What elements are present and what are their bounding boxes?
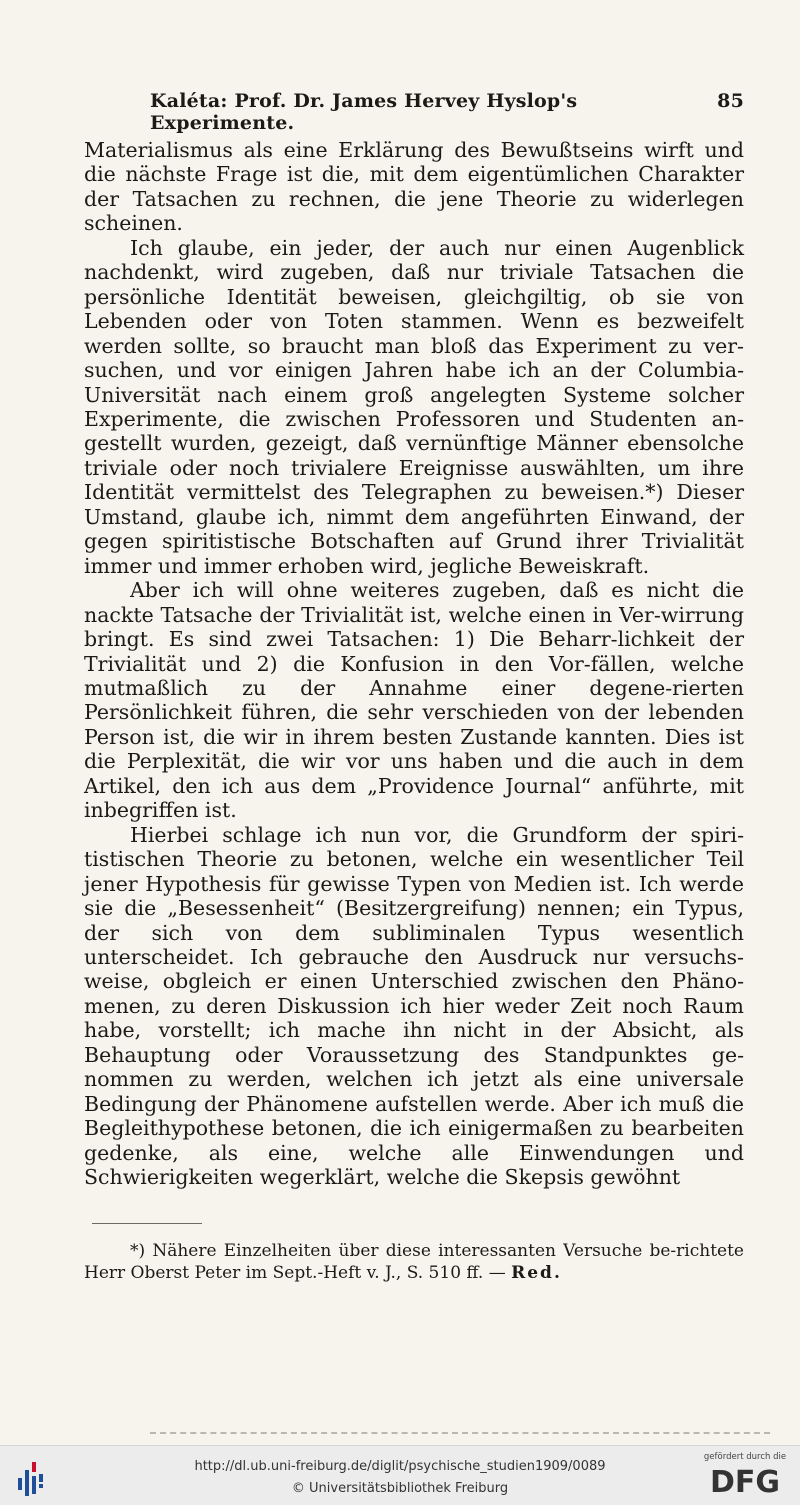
body-text [84,138,744,1189]
paragraph: Ich glaube, ein jeder, der auch nur einen Augenblick nachdenkt, wird zugeben, daß nur triviale Tatsachen die persönliche Identität beweisen, gleichgiltig, ob sie von Lebenden oder von Toten stammen. Wenn es bezweifelt werden sollte, so braucht man bloß das Experiment zu ver-suchen, und vor einigen Jahren habe ich an der Columbia-Universität nach einem groß angelegten Systeme solcher Experimente, die zwischen Professoren und Studenten an-gestellt wurden, gezeigt, daß vernünftige Männer ebensolche triviale oder noch trivialere Ereignisse auswählten, um ihre Identität vermittelst des Telegraphen zu beweisen.*) Dieser Umstand, glaube ich, nimmt dem angeführten Einwand, der gegen spiritistische Botschaften auf Grund ihrer Trivialität immer und immer erhoben wird, jegliche Beweiskraft. [84,235,744,578]
dfg-logo-text: DFG [709,1465,781,1498]
running-title: Kaléta: Prof. Dr. James Hervey Hyslop's Experimente. [150,90,578,134]
permalink-url[interactable]: http://dl.ub.uni-freiburg.de/diglit/psychische_studien1909/0089 [194,1459,606,1474]
footnote [84,1240,744,1284]
dfg-logo [705,1464,785,1498]
footnote-rule [92,1223,202,1224]
footnote-signature: Red. [511,1263,562,1283]
running-head [150,90,744,134]
footnote-text: *) Nähere Einzelheiten über diese interessanten Versuche be-richtete Herr Oberst Peter im Sept.-Heft v. J., S. 510 ff. — [84,1241,744,1283]
viewer-footer [0,1445,800,1505]
paragraph: Aber ich will ohne weiteres zugeben, daß es nicht die nackte Tatsache der Trivialität ist, welche einen in Ver-wirrung bringt. Es sind zwei Tatsachen: 1) Die Beharr-lichkeit der Trivialität und 2) die Konfusion in den Vor-fällen, welche mutmaßlich zu der Annahme einer degene-rierten Persönlichkeit führen, die sehr verschieden von der lebenden Person ist, die wir in ihrem besten Zustande kannten. Dies ist die Perplexität, die wir vor uns haben und die auch in dem Artikel, den ich aus dem „Providence Journal“ anführte, mit inbegriffen ist. [84,578,744,823]
funder-badge [702,1452,788,1498]
copyright-notice: © Universitätsbibliothek Freiburg [291,1481,509,1496]
funding-note: gefördert durch die [703,1452,787,1462]
scan-edge-line [150,1432,770,1434]
paragraph: Hierbei schlage ich nun vor, die Grundform der spiri-tistischen Theorie zu betonen, welche ein wesentlicher Teil jener Hypothesis für gewisse Typen von Medien ist. Ich werde sie die „Besessenheit“ (Besitzergreifung) nennen; ein Typus, der sich von dem subliminalen Typus wesentlich unterscheidet. Ich gebrauche den Ausdruck nur versuchs-weise, obgleich er einen Unterschied zwischen den Phäno-menen, zu deren Diskussion ich hier weder Zeit noch Raum habe, vorstellt; ich mache ihn nicht in der Absicht, als Behauptung oder Voraussetzung des Standpunktes ge-nommen zu werden, welchen ich jetzt als eine universale Bedingung der Phänomene aufstellen werde. Aber ich muß die Begleithypothese betonen, die ich einigermaßen zu bearbeiten gedenke, als eine, welche alle Einwendungen und Schwierigkeiten wegerklärt, welche die Skepsis gewöhnt [84,822,744,1190]
paragraph: Materialismus als eine Erklärung des Bewußtseins wirft und die nächste Frage ist die, mit dem eigentümlichen Charakter der Tatsachen zu rechnen, die jene Theorie zu widerlegen scheinen. [84,138,744,236]
page-number: 85 [717,90,744,112]
